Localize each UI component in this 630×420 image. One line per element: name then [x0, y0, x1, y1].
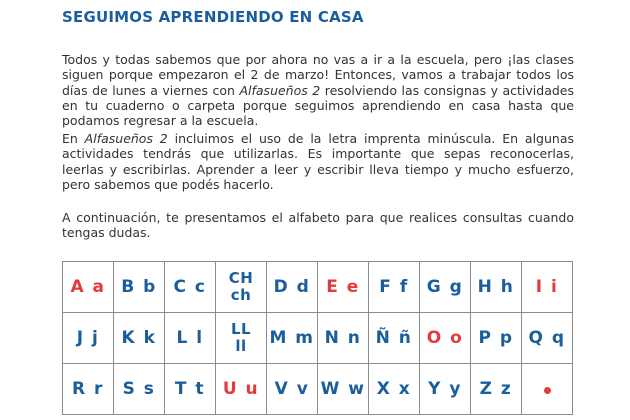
alphabet-cell — [318, 262, 369, 313]
alphabet-cell — [165, 313, 216, 364]
alphabet-cell-dot — [522, 364, 573, 415]
alphabet-cell — [471, 262, 522, 313]
letter-pair: N n — [324, 328, 362, 348]
lowercase-text-end: incluimos el uso de la letra imprenta minúscula. En algunas actividades tendrás que utilizarlas. Es importante que sepas reconocerlas, leerlas y escribirlas. Aprender a leer y escribir lleva tiempo y mucho esfuerzo, pero sabemos que podés hacerlo. — [62, 131, 574, 192]
alphabet-cell — [114, 364, 165, 415]
alphabet-cell — [318, 364, 369, 415]
alphabet-cell — [63, 364, 114, 415]
intro-paragraph — [62, 52, 574, 128]
letter-pair: D d — [273, 277, 311, 297]
alphabet-cell — [267, 262, 318, 313]
letter-pair: Ñ ñ — [375, 328, 413, 348]
letter-pair: Z z — [479, 379, 513, 399]
alphabet-cell — [216, 313, 267, 364]
alphabet-cell — [114, 262, 165, 313]
lowercase-text-start: En — [62, 131, 85, 146]
alphabet-cell — [318, 313, 369, 364]
alphabet-cell — [420, 262, 471, 313]
letter-pair: E e — [326, 277, 360, 297]
alphabet-cell — [216, 262, 267, 313]
letter-lowercase: ll — [235, 337, 247, 355]
letter-pair: A a — [70, 277, 106, 297]
alphabet-cell — [267, 313, 318, 364]
letter-pair: K k — [121, 328, 157, 348]
alphabet-cell — [522, 262, 573, 313]
letter-pair: G g — [426, 277, 464, 297]
alphabet-cell — [267, 364, 318, 415]
letter-lowercase: ch — [230, 286, 252, 304]
intro-text-start: Todos y todas sabemos que por ahora no vas a ir a la escuela, pero ¡las clases siguen porque empezaron el 2 de marzo! Entonces, vamos a trabajar todos los días de lunes a viernes con — [62, 52, 574, 98]
intro-text-end: resolviendo las consignas y actividades en tu cuaderno o carpeta porque seguimos aprendiendo en casa hasta que podamos regresar a la escuela. — [62, 82, 574, 129]
alphabet-row — [63, 262, 573, 313]
letter-pair: O o — [426, 328, 464, 348]
alphabet-row — [63, 364, 573, 415]
lowercase-paragraph — [62, 131, 574, 192]
alphabet-cell — [420, 364, 471, 415]
alphabet-table — [62, 261, 573, 415]
letter-pair: L l — [176, 328, 204, 348]
letter-pair: J j — [76, 328, 100, 348]
letter-pair: Q q — [528, 328, 566, 348]
red-dot-icon — [544, 387, 551, 394]
letter-pair: W w — [320, 379, 366, 399]
page-title: SEGUIMOS APRENDIENDO EN CASA — [62, 8, 364, 26]
letter-pair: P p — [478, 328, 514, 348]
letter-uppercase: CH — [228, 269, 254, 287]
alphabet-intro-paragraph: A continuación, te presentamos el alfabeto para que realices consultas cuando tengas dudas. — [62, 210, 574, 241]
book-title-italic: Alfasueños 2 — [84, 131, 168, 146]
alphabet-cell — [63, 262, 114, 313]
alphabet-cell — [165, 364, 216, 415]
letter-uppercase: LL — [230, 320, 252, 338]
alphabet-cell — [522, 313, 573, 364]
alphabet-row — [63, 313, 573, 364]
letter-pair: C c — [173, 277, 207, 297]
alphabet-cell — [369, 313, 420, 364]
alphabet-cell — [165, 262, 216, 313]
letter-pair: R r — [72, 379, 104, 399]
letter-pair: F f — [379, 277, 409, 297]
letter-pair: T t — [174, 379, 206, 399]
alphabet-cell — [114, 313, 165, 364]
letter-pair: I i — [535, 277, 559, 297]
alphabet-cell — [471, 364, 522, 415]
alphabet-cell — [63, 313, 114, 364]
book-title-italic: Alfasueños 2 — [239, 82, 321, 98]
alphabet-cell — [369, 262, 420, 313]
letter-pair: X x — [376, 379, 412, 399]
alphabet-cell — [216, 364, 267, 415]
letter-pair: S s — [122, 379, 156, 399]
alphabet-cell — [420, 313, 471, 364]
letter-pair: H h — [477, 277, 515, 297]
letter-pair: M m — [269, 328, 315, 348]
letter-pair: Y y — [428, 379, 462, 399]
letter-pair: V v — [274, 379, 310, 399]
alphabet-cell — [471, 313, 522, 364]
letter-pair: B b — [121, 277, 157, 297]
letter-pair: U u — [222, 379, 260, 399]
alphabet-cell — [369, 364, 420, 415]
